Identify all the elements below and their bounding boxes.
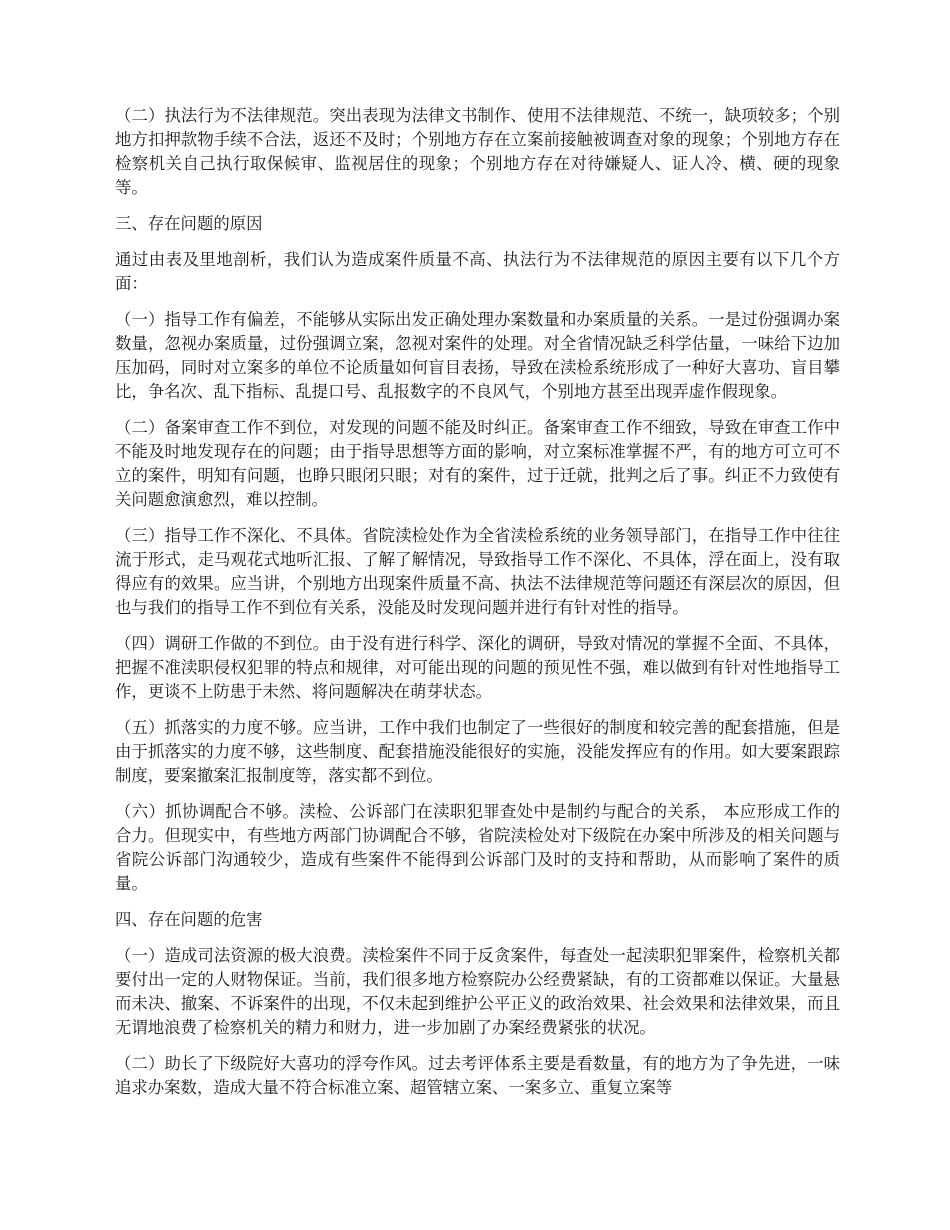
paragraph-cause-1: （一）指导工作有偏差，不能够从实际出发正确处理办案数量和办案质量的关系。一是过份强调办案数量，忽视办案质量，过份强调立案，忽视对案件的处理。对全省情况缺乏科学估量，一味给下边加压加码，同时对立案多的单位不论质量如何盲目表扬，导致在渎检系统形成了一种好大喜功、盲目攀比，争名次、乱下指标、乱提口号、乱报数字的不良风气，个别地方甚至出现弄虚作假现象。 (115, 310, 840, 401)
paragraph-cause-2: （二）备案审查工作不到位，对发现的问题不能及时纠正。备案审查工作不细致，导致在审查工作中不能及时地发现存在的问题；由于指导思想等方面的影响，对立案标准掌握不严，有的地方可立可不立的案件，明知有问题，也睁只眼闭只眼；对有的案件，过于迁就，批判之后了事。纠正不力致使有关问题愈演愈烈，难以控制。 (115, 418, 840, 509)
paragraph-harm-2: （二）助长了下级院好大喜功的浮夸作风。过去考评体系主要是看数量，有的地方为了争先进，一味追求办案数，造成大量不符合标准立案、超管辖立案、一案多立、重复立案等 (115, 1054, 840, 1097)
document-body (115, 104, 840, 1112)
paragraph-cause-6: （六）抓协调配合不够。渎检、公诉部门在渎职犯罪查处中是制约与配合的关系， 本应形成工作的合力。但现实中，有些地方两部门协调配合不够，省院渎检处对下级院在办案中所涉及的相关问题与省院公诉部门沟通较少，造成有些案件不能得到公诉部门及时的支持和帮助，从而影响了案件的质量。 (115, 802, 840, 893)
section-heading-causes: 三、存在问题的原因 (115, 214, 263, 233)
paragraph-cause-3: （三）指导工作不深化、不具体。省院渎检处作为全省渎检系统的业务领导部门，在指导工作中往往流于形式，走马观花式地听汇报、了解了解情况，导致指导工作不深化、不具体，浮在面上，没有取得应有的效果。应当讲，个别地方出现案件质量不高、执法不法律规范等问题还有深层次的原因，但也与我们的指导工作不到位有关系，没能及时发现问题并进行有针对性的指导。 (115, 526, 840, 617)
paragraph-law-enforcement-irregular: （二）执法行为不法律规范。突出表现为法律文书制作、使用不法律规范、不统一，缺项较多；个别地方扣押款物手续不合法，返还不及时；个别地方存在立案前接触被调查对象的现象；个别地方存在检察机关自己执行取保候审、监视居住的现象；个别地方存在对待嫌疑人、证人冷、横、硬的现象等。 (115, 106, 840, 197)
section-heading-harms: 四、存在问题的危害 (115, 910, 263, 929)
paragraph-cause-5: （五）抓落实的力度不够。应当讲，工作中我们也制定了一些很好的制度和较完善的配套措施，但是由于抓落实的力度不够，这些制度、配套措施没能很好的实施，没能发挥应有的作用。如大要案跟踪制度，要案撤案汇报制度等，落实都不到位。 (115, 718, 840, 785)
paragraph-harm-1: （一）造成司法资源的极大浪费。渎检案件不同于反贪案件，每查处一起渎职犯罪案件，检察机关都要付出一定的人财物保证。当前，我们很多地方检察院办公经费紧缺，有的工资都难以保证。大量悬而未决、撤案、不诉案件的出现，不仅未起到维护公平正义的政治效果、社会效果和法律效果，而且无谓地浪费了检察机关的精力和财力，进一步加剧了办案经费紧张的状况。 (115, 946, 840, 1037)
paragraph-cause-4: （四）调研工作做的不到位。由于没有进行科学、深化的调研，导致对情况的掌握不全面、不具体，把握不准渎职侵权犯罪的特点和规律，对可能出现的问题的预见性不强，难以做到有针对性地指导工作，更谈不上防患于未然、将问题解决在萌芽状态。 (115, 634, 840, 701)
paragraph-causes-intro: 通过由表及里地剖析，我们认为造成案件质量不高、执法行为不法律规范的原因主要有以下几个方面： (115, 250, 840, 293)
